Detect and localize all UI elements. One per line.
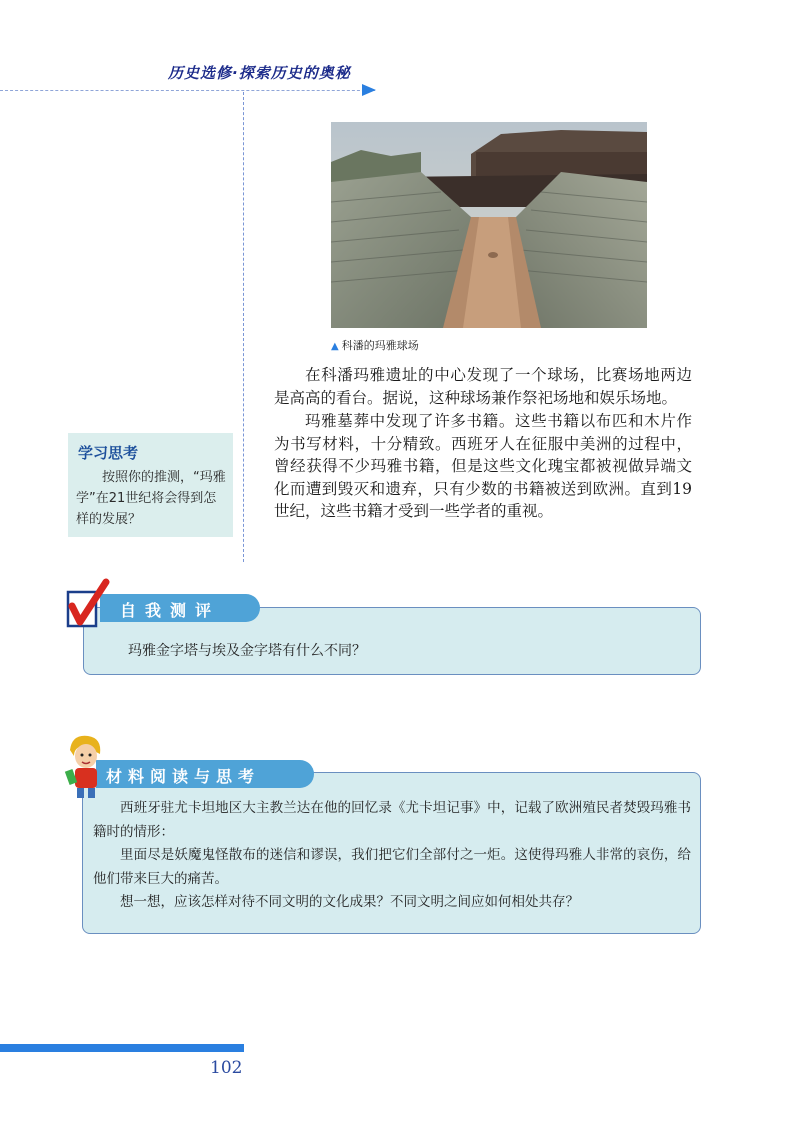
checkmark-icon bbox=[66, 578, 110, 634]
study-think-title: 学习思考 bbox=[78, 444, 139, 462]
self-test-banner bbox=[100, 594, 260, 622]
triangle-icon: ▲ bbox=[331, 341, 339, 352]
reading-banner-label: 材料阅读与思考 bbox=[106, 767, 261, 786]
main-body-text bbox=[274, 364, 692, 524]
caption-text: 科潘的玛雅球场 bbox=[341, 339, 419, 352]
self-test-question: 玛雅金字塔与埃及金字塔有什么不同？ bbox=[128, 643, 366, 659]
reading-paragraph: 西班牙驻尤卡坦地区大主教兰达在他的回忆录《尤卡坦记事》中，记载了欧洲殖民者焚毁玛雅书籍时的情形： bbox=[93, 800, 691, 840]
page-number: 102 bbox=[210, 1058, 243, 1078]
body-paragraph: 在科潘玛雅遗址的中心发现了一个球场，比赛场地两边是高高的看台。据说，这种球场兼作祭祀场地和娱乐场地。 bbox=[274, 366, 692, 407]
study-think-box bbox=[68, 433, 233, 537]
header-divider bbox=[0, 90, 375, 91]
header-arrow-icon bbox=[362, 84, 376, 96]
study-think-text bbox=[76, 467, 228, 530]
reading-banner bbox=[96, 760, 314, 788]
reading-text bbox=[93, 797, 691, 915]
page-header-title: 历史选修·探索历史的奥秘 bbox=[168, 64, 351, 82]
study-think-question: 按照你的推测，“玛雅学”在21世纪将会得到怎样的发展？ bbox=[76, 470, 226, 527]
student-icon bbox=[62, 732, 106, 800]
footer-bar bbox=[0, 1044, 244, 1052]
reading-box bbox=[82, 772, 701, 934]
body-paragraph: 玛雅墓葬中发现了许多书籍。这些书籍以布匹和木片作为书写材料，十分精致。西班牙人在征服中美洲的过程中，曾经获得不少玛雅书籍，但是这些文化瑰宝都被视做异端文化而遭到毁灭和遗弃，只有少数的书籍被送到欧洲。直到19世纪，这些书籍才受到一些学者的重视。 bbox=[274, 412, 692, 520]
reading-paragraph: 想一想，应该怎样对待不同文明的文化成果？不同文明之间应如何相处共存？ bbox=[120, 894, 579, 910]
margin-divider bbox=[243, 92, 244, 562]
photo-caption bbox=[331, 337, 419, 353]
ballcourt-photo bbox=[331, 122, 647, 328]
reading-paragraph: 里面尽是妖魔鬼怪散布的迷信和谬误，我们把它们全部付之一炬。这使得玛雅人非常的哀伤，给他们带来巨大的痛苦。 bbox=[93, 847, 691, 887]
self-test-banner-label: 自我测评 bbox=[120, 601, 221, 620]
